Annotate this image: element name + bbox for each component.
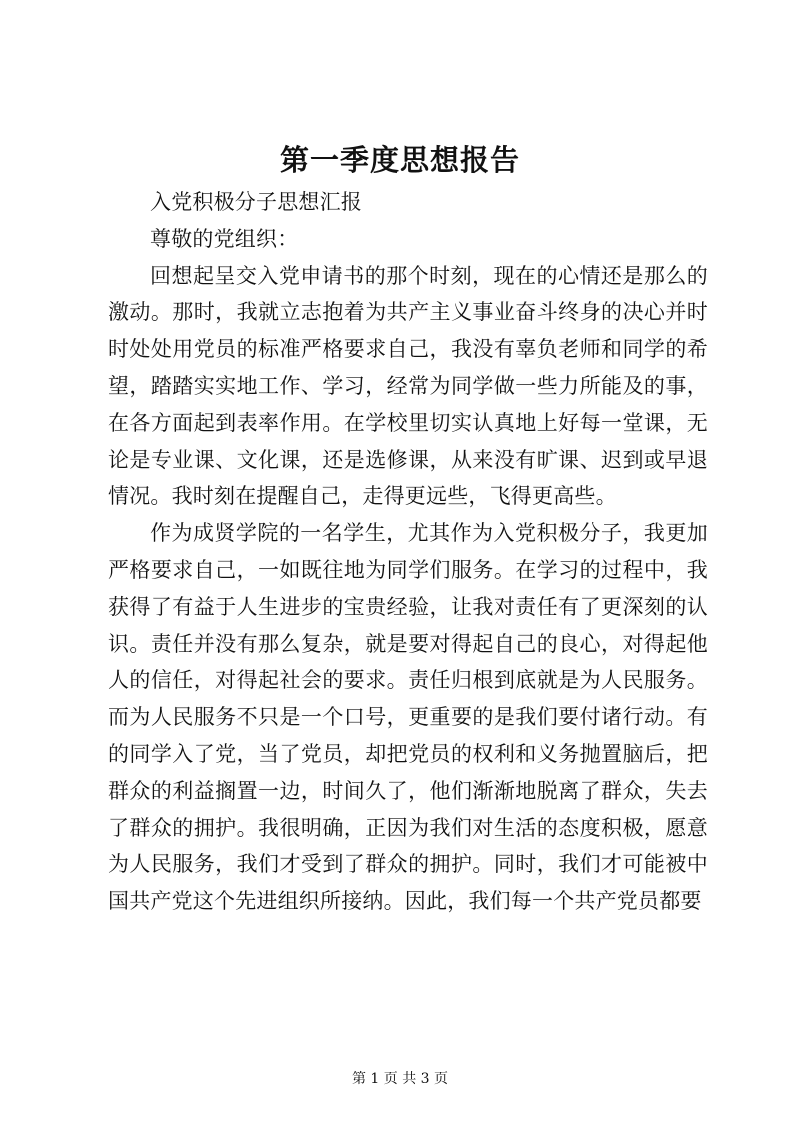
paragraph-2: 作为成贤学院的一名学生，尤其作为入党积极分子，我更加严格要求自己，一如既往地为同学们服务。在学习的过程中，我获得了有益于人生进步的宝贵经验，让我对责任有了更深刻的认识。责任并没有那么复杂，就是要对得起自己的良心，对得起他人的信任，对得起社会的要求。责任归根到底就是为人民服务。而为人民服务不只是一个口号，更重要的是我们要付诸行动。有的同学入了党，当了党员，却把党员的权利和义务抛置脑后，把群众的利益搁置一边，时间久了，他们渐渐地脱离了群众，失去了群众的拥护。我很明确，正因为我们对生活的态度积极，愿意为人民服务，我们才受到了群众的拥护。同时，我们才可能被中国共产党这个先进组织所接纳。因此，我们每一个共产党员都要 xyxy=(108,521,708,914)
document-subtitle: 入党积极分子思想汇报 xyxy=(150,190,362,214)
document-title: 第一季度思想报告 xyxy=(279,143,520,177)
salutation: 尊敬的党组织： xyxy=(150,226,299,251)
page-number-footer: 第 1 页 共 3 页 xyxy=(351,1071,449,1087)
paragraph-1: 回想起呈交入党申请书的那个时刻，现在的心情还是那么的激动。那时，我就立志抱着为共产主义事业奋斗终身的决心并时时处处用党员的标准严格要求自己，我没有辜负老师和同学的希望，踏踏实实地工作、学习，经常为同学做一些力所能及的事，在各方面起到表率作用。在学校里切实认真地上好每一堂课，无论是专业课、文化课，还是选修课，从来没有旷课、迟到或早退情况。我时刻在提醒自己，走得更远些，飞得更高些。 xyxy=(108,263,708,509)
document-body xyxy=(108,184,708,920)
